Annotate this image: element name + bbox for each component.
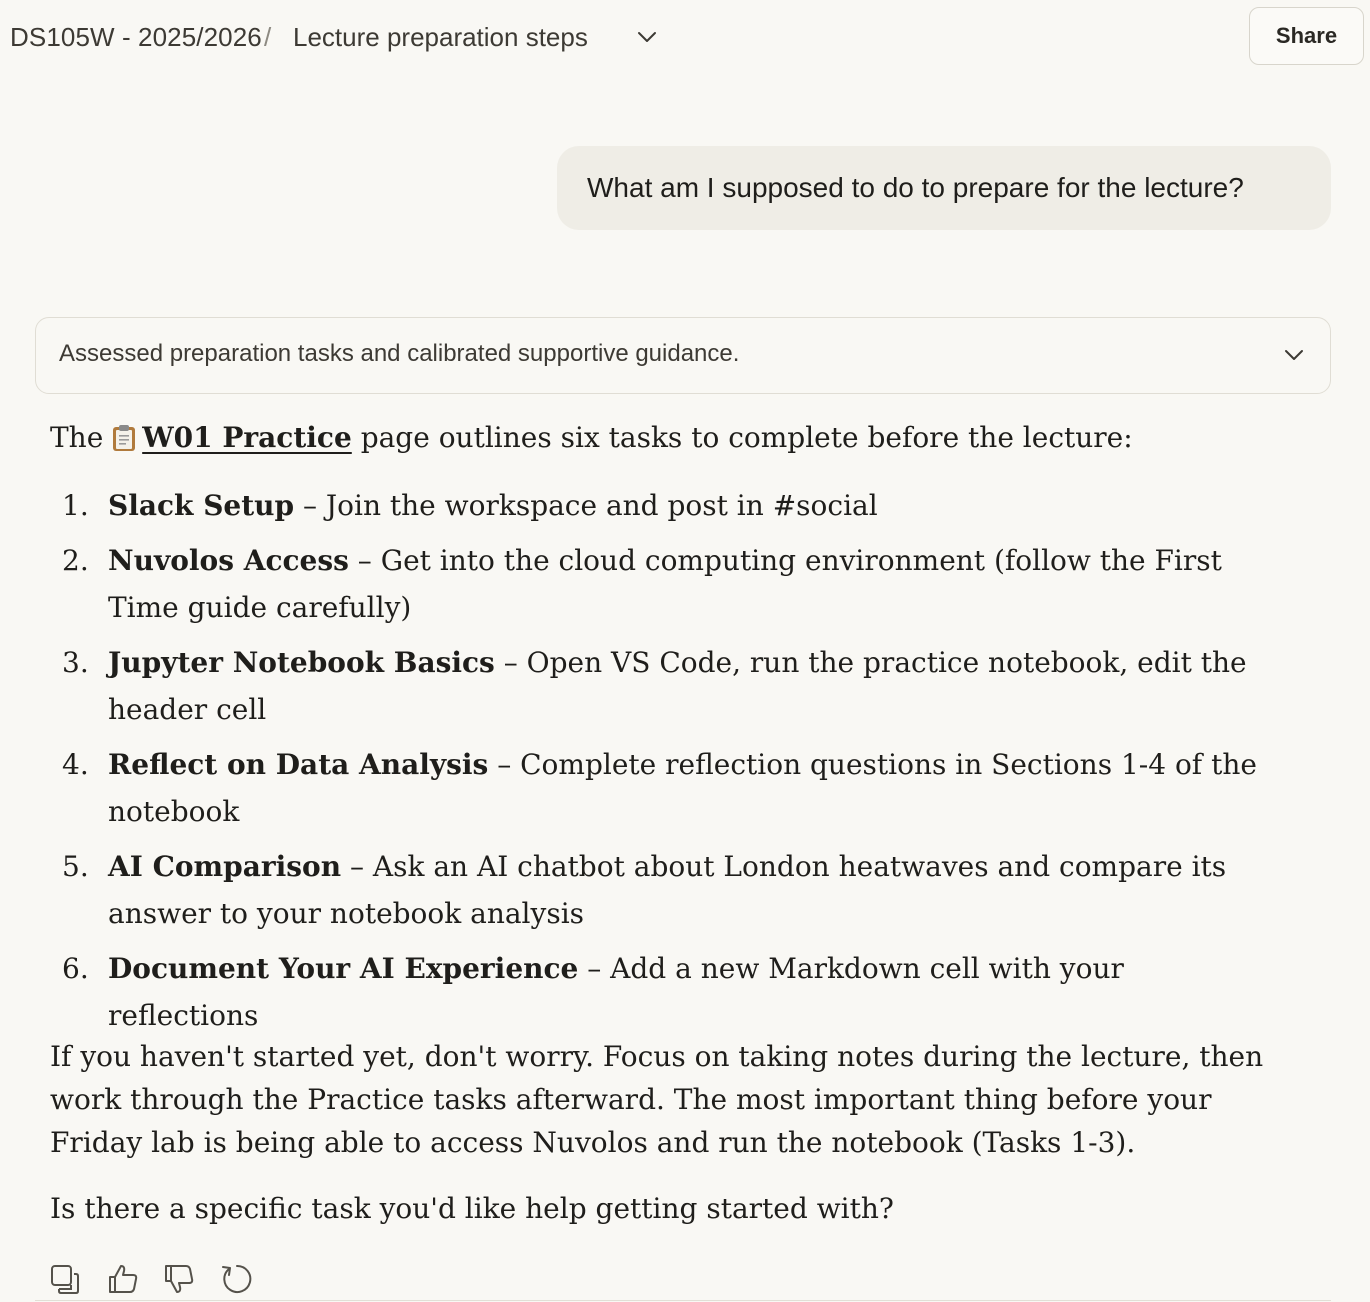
w01-practice-link[interactable]: W01 Practice: [142, 421, 352, 454]
breadcrumb-project[interactable]: DS105W - 2025/2026: [10, 22, 262, 52]
thumbs-up-icon[interactable]: [106, 1262, 140, 1296]
clipboard-icon: [112, 419, 136, 447]
thinking-summary[interactable]: [35, 317, 1331, 394]
intro-prefix: The: [50, 421, 104, 454]
user-message: [557, 146, 1331, 230]
breadcrumb-separator: /: [264, 22, 272, 52]
task-title: Slack Setup: [108, 489, 295, 522]
list-item: 3. Jupyter Notebook Basics – Open VS Code, run the practice notebook, edit the header cell: [62, 646, 1247, 726]
chevron-down-icon[interactable]: [634, 24, 660, 50]
task-desc: – Get into the cloud computing environment (follow the First Time guide carefully): [108, 544, 1222, 624]
task-title: Jupyter Notebook Basics: [108, 646, 495, 679]
task-desc: – Complete reflection questions in Sections 1-4 of the notebook: [108, 748, 1257, 828]
list-item: 1. Slack Setup – Join the workspace and post in #social: [62, 489, 878, 522]
task-desc: – Add a new Markdown cell with your reflections: [108, 952, 1124, 1032]
divider: [35, 1300, 1331, 1301]
response-question: Is there a specific task you'd like help getting started with?: [50, 1192, 894, 1225]
retry-icon[interactable]: [220, 1262, 254, 1296]
chat-header: [0, 0, 1370, 78]
thumbs-down-icon[interactable]: [162, 1262, 196, 1296]
message-actions: [48, 1262, 268, 1298]
task-title: Document Your AI Experience: [108, 952, 579, 985]
list-item: 6. Document Your AI Experience – Add a new Markdown cell with your reflections: [62, 952, 1124, 1032]
user-message-text: What am I supposed to do to prepare for the lecture?: [587, 172, 1244, 203]
response-intro: [50, 414, 1133, 462]
thinking-summary-text: Assessed preparation tasks and calibrated supportive guidance.: [59, 340, 740, 367]
list-item: 5. AI Comparison – Ask an AI chatbot about London heatwaves and compare its answer to your notebook analysis: [62, 850, 1227, 930]
share-button[interactable]: Share: [1249, 7, 1364, 65]
task-desc: – Join the workspace and post in #social: [303, 489, 878, 522]
chat-title[interactable]: Lecture preparation steps: [293, 22, 588, 52]
response-paragraph: If you haven't started yet, don't worry. Focus on taking notes during the lecture, then work through the Practice tasks afterward. The most important thing before your Friday lab is being able to access Nuvolos and run the notebook (Tasks 1-3).: [50, 1040, 1264, 1159]
chevron-down-icon[interactable]: [1281, 342, 1307, 368]
task-desc: – Ask an AI chatbot about London heatwaves and compare its answer to your notebook analysis: [108, 850, 1227, 930]
list-item: 4. Reflect on Data Analysis – Complete reflection questions in Sections 1-4 of the notebook: [62, 748, 1257, 828]
task-list: [50, 482, 1270, 1047]
intro-suffix: page outlines six tasks to complete before the lecture:: [360, 421, 1133, 454]
task-title: Reflect on Data Analysis: [108, 748, 489, 781]
task-desc: – Open VS Code, run the practice notebook, edit the header cell: [108, 646, 1247, 726]
copy-icon[interactable]: [48, 1262, 82, 1296]
task-title: AI Comparison: [108, 850, 342, 883]
list-item: 2. Nuvolos Access – Get into the cloud computing environment (follow the First Time guide carefully): [62, 544, 1222, 624]
task-title: Nuvolos Access: [108, 544, 349, 577]
